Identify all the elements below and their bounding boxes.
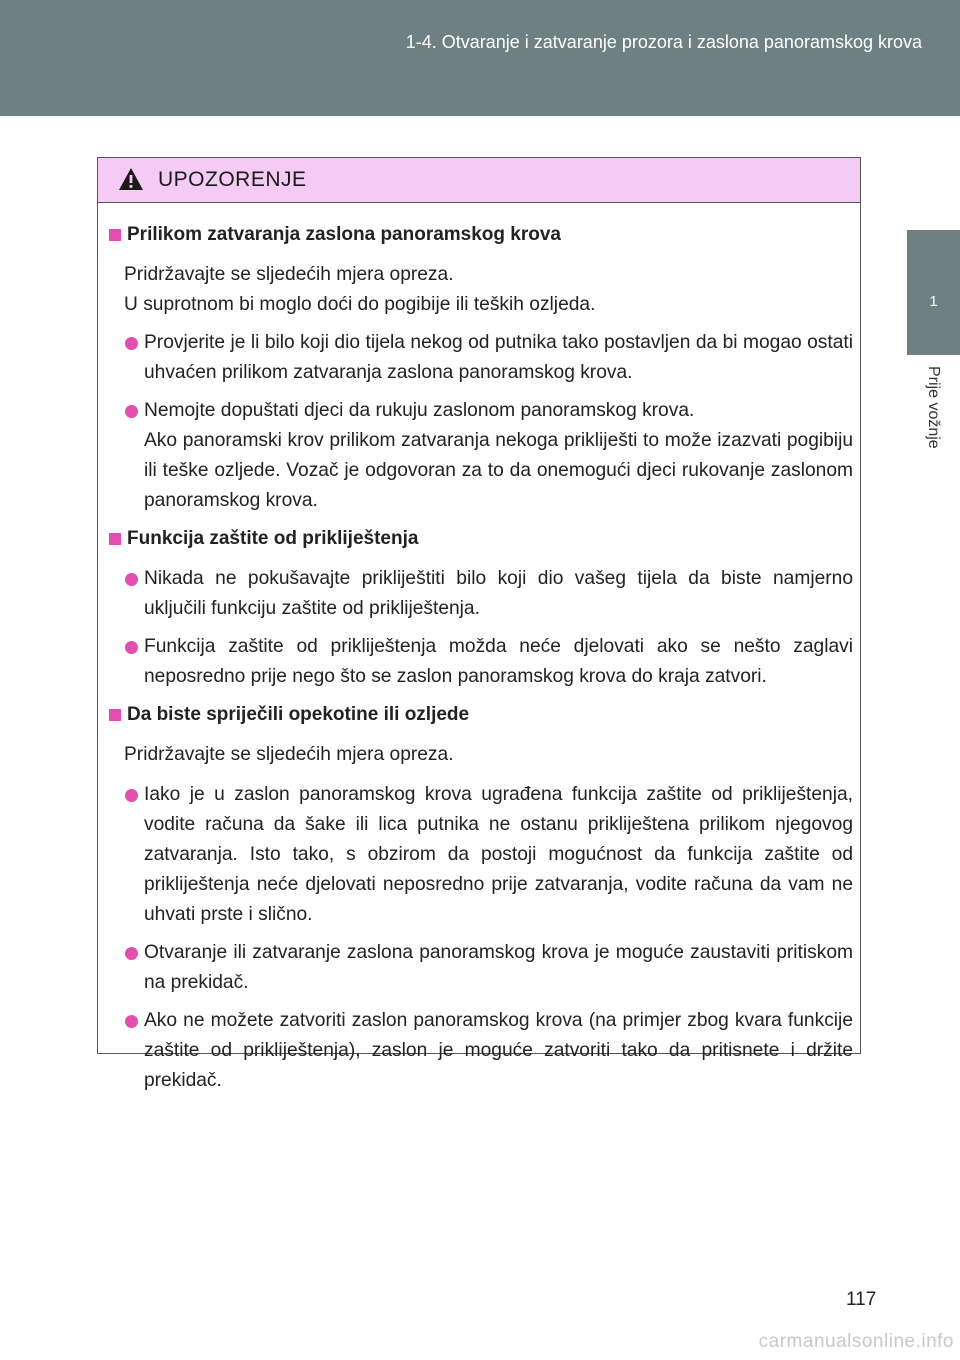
list-item-line: Ako panoramski krov prilikom zatvaranja nekoga prikliješti to može izazvati pogibiju ili teške ozljede. Vozač je odgovoran za to da onemogući djeci rukovanje zaslonom panoramskog krova. bbox=[144, 430, 853, 511]
warning-triangle-icon bbox=[118, 167, 144, 191]
list-item: Nikada ne pokušavajte prikliještiti bilo koji dio vašeg tijela da biste namjerno uključili funkciju zaštite od prikliještenja. bbox=[108, 564, 853, 624]
list-item: Otvaranje ili zatvaranje zaslona panoramskog krova je moguće zaustaviti pritiskom na prekidač. bbox=[108, 938, 853, 998]
chapter-tab-label-area bbox=[907, 360, 960, 480]
chapter-label: Prije vožnje bbox=[925, 366, 942, 449]
warning-box bbox=[97, 157, 861, 1091]
warning-title: UPOZORENJE bbox=[158, 168, 307, 191]
warning-header bbox=[98, 158, 860, 203]
list-item: Ako ne možete zatvoriti zaslon panoramskog krova (na primjer zbog kvara funkcije zaštite od prikliještenja), zaslon je moguće zatvoriti tako da pritisnete i držite prekidač. bbox=[108, 1006, 853, 1096]
section-heading: Da biste spriječili opekotine ili ozljede bbox=[108, 700, 853, 730]
list-item bbox=[108, 396, 853, 516]
intro-line: Pridržavajte se sljedećih mjera opreza. bbox=[124, 264, 454, 285]
section-intro bbox=[108, 260, 853, 320]
chapter-tab bbox=[907, 230, 960, 355]
list-item: Funkcija zaštite od prikliještenja možda neće djelovati ako se nešto zaglavi neposredno prije nego što se zaslon panoramskog krova do kraja zatvori. bbox=[108, 632, 853, 692]
section-heading: Funkcija zaštite od prikliještenja bbox=[108, 524, 853, 554]
warning-content bbox=[98, 203, 860, 1096]
watermark: carmanualsonline.info bbox=[758, 1331, 954, 1352]
chapter-title: 1-4. Otvaranje i zatvaranje prozora i zaslona panoramskog krova bbox=[405, 32, 922, 52]
list-item-line: Nemojte dopuštati djeci da rukuju zaslonom panoramskog krova. bbox=[144, 400, 695, 421]
chapter-number: 1 bbox=[929, 293, 938, 310]
header-band bbox=[0, 0, 960, 116]
list-item: Provjerite je li bilo koji dio tijela nekog od putnika tako postavljen da bi mogao ostati uhvaćen prilikom zatvaranja zaslona panoramskog krova. bbox=[108, 328, 853, 388]
section-heading: Prilikom zatvaranja zaslona panoramskog krova bbox=[108, 220, 853, 250]
intro-line: U suprotnom bi moglo doći do pogibije ili teških ozljeda. bbox=[124, 294, 596, 315]
section-intro: Pridržavajte se sljedećih mjera opreza. bbox=[124, 744, 454, 765]
page-number: 117 bbox=[846, 1289, 877, 1310]
list-item: Iako je u zaslon panoramskog krova ugrađena funkcija zaštite od prikliještenja, vodite računa da šake ili lica putnika ne ostanu prikliještena prilikom njegovog zatvaranja. Isto tako, s obzirom da postoji mogućnost da funkcija zaštite od prikliještenja neće djelovati neposredno prije zatvaranja, vodite računa da vam ne uhvati prste i slično. bbox=[108, 780, 853, 930]
